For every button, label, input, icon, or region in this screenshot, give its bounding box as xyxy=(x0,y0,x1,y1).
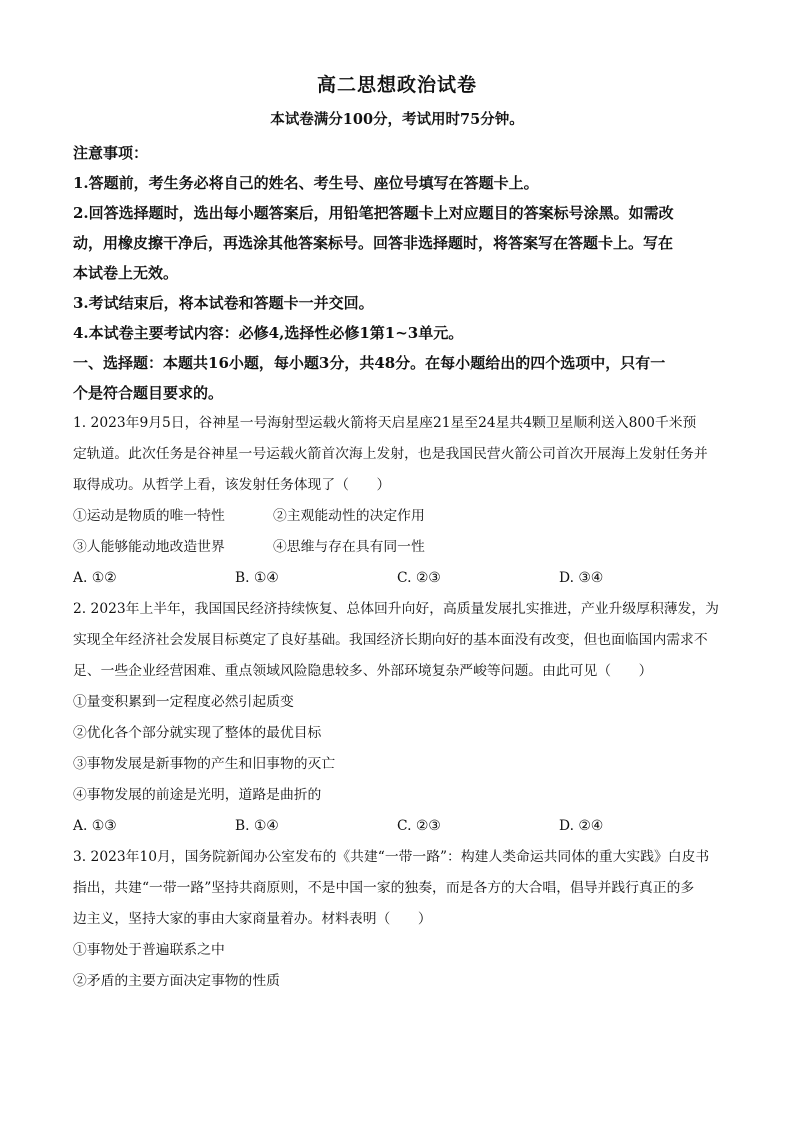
statement-row xyxy=(73,501,723,532)
note-line: 本试卷上无效。 xyxy=(73,264,179,282)
choice-d: D. ③④ xyxy=(559,570,604,586)
page-title: 高二思想政治试卷 xyxy=(316,74,477,96)
statement: ④事物发展的前途是光明，道路是曲折的 xyxy=(73,787,322,803)
section-heading: 个是符合题目要求的。 xyxy=(73,384,224,402)
statement: ②优化各个部分就实现了整体的最优目标 xyxy=(73,725,322,741)
choice-c: C. ②③ xyxy=(397,818,441,834)
question-text: 3. 2023年10月，国务院新闻办公室发布的《共建“一带一路”：构建人类命运共同体的重大实践》白皮书 xyxy=(73,849,710,865)
question-1 xyxy=(73,408,723,501)
notes-block xyxy=(73,138,723,408)
exam-info: 本试卷满分100分，考试用时75分钟。 xyxy=(270,111,524,128)
answer-choices xyxy=(73,811,723,842)
note-line: 1.答题前，考生务必将自己的姓名、考生号、座位号填写在答题卡上。 xyxy=(73,174,539,192)
note-line: 3.考试结束后，将本试卷和答题卡一并交回。 xyxy=(73,294,374,312)
section-heading: 一、选择题：本题共16小题，每小题3分，共48分。在每小题给出的四个选项中，只有一 xyxy=(73,354,666,372)
note-line: 2.回答选择题时，选出每小题答案后，用铅笔把答题卡上对应题目的答案标号涂黑。如需改 xyxy=(73,204,674,222)
question-3 xyxy=(73,842,723,997)
statement: ①事物处于普遍联系之中 xyxy=(73,942,225,958)
choice-a: A. ①③ xyxy=(73,818,117,834)
answer-choices xyxy=(73,563,723,594)
statement: ④思维与存在具有同一性 xyxy=(273,539,425,555)
question-text: 指出，共建“一带一路”坚持共商原则，不是中国一家的独奏，而是各方的大合唱，倡导并践行真正的多 xyxy=(73,880,695,896)
notes-heading: 注意事项： xyxy=(73,144,149,162)
statement: ③人能够能动地改造世界 xyxy=(73,539,225,555)
statement: ①量变积累到一定程度必然引起质变 xyxy=(73,694,294,710)
note-line: 动，用橡皮擦干净后，再选涂其他答案标号。回答非选择题时，将答案写在答题卡上。写在 xyxy=(73,234,674,252)
statement: ③事物发展是新事物的产生和旧事物的灭亡 xyxy=(73,756,336,772)
statement: ②矛盾的主要方面决定事物的性质 xyxy=(73,973,280,989)
question-text: 1. 2023年9月5日，谷神星一号海射型运载火箭将天启星座21星至24星共4颗卫星顺利送入800千米预 xyxy=(73,415,697,431)
statement-row xyxy=(73,532,723,563)
question-text: 边主义，坚持大家的事由大家商量着办。材料表明（ ） xyxy=(73,911,432,927)
exam-content xyxy=(73,138,723,997)
question-text: 实现全年经济社会发展目标奠定了良好基础。我国经济长期向好的基本面没有改变，但也面临国内需求不 xyxy=(73,632,708,648)
choice-d: D. ②④ xyxy=(559,818,604,834)
statement: ①运动是物质的唯一特性 xyxy=(73,508,225,524)
statement: ②主观能动性的决定作用 xyxy=(273,508,425,524)
question-text: 定轨道。此次任务是谷神星一号运载火箭首次海上发射，也是我国民营火箭公司首次开展海上发射任务并 xyxy=(73,446,708,462)
question-text: 足、一些企业经营困难、重点领域风险隐患较多、外部环境复杂严峻等问题。由此可见（ ） xyxy=(73,663,653,679)
choice-c: C. ②③ xyxy=(397,570,441,586)
question-text: 取得成功。从哲学上看，该发射任务体现了（ ） xyxy=(73,477,391,493)
note-line: 4.本试卷主要考试内容：必修4,选择性必修1第1~3单元。 xyxy=(73,324,464,342)
choice-b: B. ①④ xyxy=(235,818,279,834)
choice-a: A. ①② xyxy=(73,570,117,586)
question-text: 2. 2023年上半年，我国国民经济持续恢复、总体回升向好，高质量发展扎实推进，产业升级厚积薄发，为 xyxy=(73,601,719,617)
choice-b: B. ①④ xyxy=(235,570,279,586)
question-2 xyxy=(73,594,723,811)
